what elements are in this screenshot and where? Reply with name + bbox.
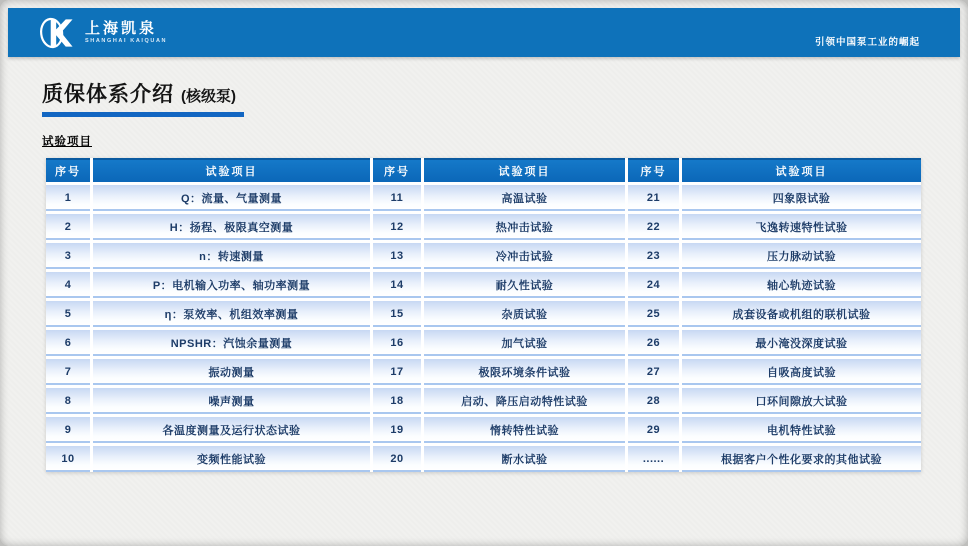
serial-cell: 1 [46, 185, 90, 211]
brand-logo [38, 16, 167, 50]
serial-cell: 3 [46, 243, 90, 269]
test-item-cell: 耐久性试验 [424, 272, 625, 298]
table-header-cell: 序号 [628, 158, 679, 182]
serial-cell: 6 [46, 330, 90, 356]
test-item-cell: NPSHR：汽蚀余量测量 [93, 330, 370, 356]
page-title-sub: (核级泵) [181, 88, 236, 105]
serial-cell: 29 [628, 417, 679, 443]
serial-cell: 12 [373, 214, 421, 240]
test-items-table [46, 158, 921, 472]
serial-cell: 21 [628, 185, 679, 211]
serial-cell: 18 [373, 388, 421, 414]
test-item-cell: 各温度测量及运行状态试验 [93, 417, 370, 443]
serial-cell: 15 [373, 301, 421, 327]
test-item-cell: H：扬程、极限真空测量 [93, 214, 370, 240]
serial-cell: 27 [628, 359, 679, 385]
serial-cell: 7 [46, 359, 90, 385]
page-title-main: 质保体系介绍 [42, 83, 174, 106]
serial-cell: 19 [373, 417, 421, 443]
page-title [42, 78, 926, 108]
test-item-cell: 杂质试验 [424, 301, 625, 327]
test-item-cell: 根据客户个性化要求的其他试验 [682, 446, 921, 472]
serial-cell: 25 [628, 301, 679, 327]
test-item-cell: η：泵效率、机组效率测量 [93, 301, 370, 327]
serial-cell: 20 [373, 446, 421, 472]
table-header-cell: 试验项目 [682, 158, 921, 182]
test-item-cell: Q：流量、气量测量 [93, 185, 370, 211]
test-item-cell: 噪声测量 [93, 388, 370, 414]
serial-cell: 24 [628, 272, 679, 298]
serial-cell: 16 [373, 330, 421, 356]
serial-cell: 22 [628, 214, 679, 240]
test-item-cell: 振动测量 [93, 359, 370, 385]
top-banner [8, 8, 960, 57]
serial-cell: 2 [46, 214, 90, 240]
test-item-cell: 口环间隙放大试验 [682, 388, 921, 414]
test-item-cell: 断水试验 [424, 446, 625, 472]
test-item-cell: 最小淹没深度试验 [682, 330, 921, 356]
test-item-cell: 成套设备或机组的联机试验 [682, 301, 921, 327]
brand-text-block [85, 21, 167, 45]
kaiquan-logo-icon [38, 16, 78, 50]
test-item-cell: P：电机输入功率、轴功率测量 [93, 272, 370, 298]
serial-cell: 5 [46, 301, 90, 327]
test-item-cell: 冷冲击试验 [424, 243, 625, 269]
test-item-cell: 四象限试验 [682, 185, 921, 211]
test-item-cell: 惰转特性试验 [424, 417, 625, 443]
serial-cell: ...... [628, 446, 679, 472]
table-header-cell: 序号 [373, 158, 421, 182]
serial-cell: 4 [46, 272, 90, 298]
serial-cell: 13 [373, 243, 421, 269]
serial-cell: 28 [628, 388, 679, 414]
brand-slogan: 引领中国泵工业的崛起 [814, 37, 920, 48]
test-item-cell: 电机特性试验 [682, 417, 921, 443]
slide-content [42, 78, 926, 472]
serial-cell: 23 [628, 243, 679, 269]
brand-name-en: SHANGHAI KAIQUAN [85, 37, 168, 44]
test-item-cell: 高温试验 [424, 185, 625, 211]
test-item-cell: 变频性能试验 [93, 446, 370, 472]
serial-cell: 26 [628, 330, 679, 356]
test-item-cell: 加气试验 [424, 330, 625, 356]
section-label: 试验项目 [42, 136, 92, 148]
test-item-cell: n：转速测量 [93, 243, 370, 269]
test-item-cell: 飞逸转速特性试验 [682, 214, 921, 240]
test-item-cell: 压力脉动试验 [682, 243, 921, 269]
table-header-cell: 序号 [46, 158, 90, 182]
test-item-cell: 启动、降压启动特性试验 [424, 388, 625, 414]
serial-cell: 14 [373, 272, 421, 298]
serial-cell: 17 [373, 359, 421, 385]
brand-name: 上海凯泉 [85, 19, 158, 37]
title-underline-bar [42, 112, 244, 117]
test-item-cell: 自吸高度试验 [682, 359, 921, 385]
serial-cell: 11 [373, 185, 421, 211]
table-header-cell: 试验项目 [93, 158, 370, 182]
serial-cell: 10 [46, 446, 90, 472]
test-item-cell: 极限环境条件试验 [424, 359, 625, 385]
table-header-cell: 试验项目 [424, 158, 625, 182]
serial-cell: 8 [46, 388, 90, 414]
test-item-cell: 热冲击试验 [424, 214, 625, 240]
serial-cell: 9 [46, 417, 90, 443]
test-item-cell: 轴心轨迹试验 [682, 272, 921, 298]
